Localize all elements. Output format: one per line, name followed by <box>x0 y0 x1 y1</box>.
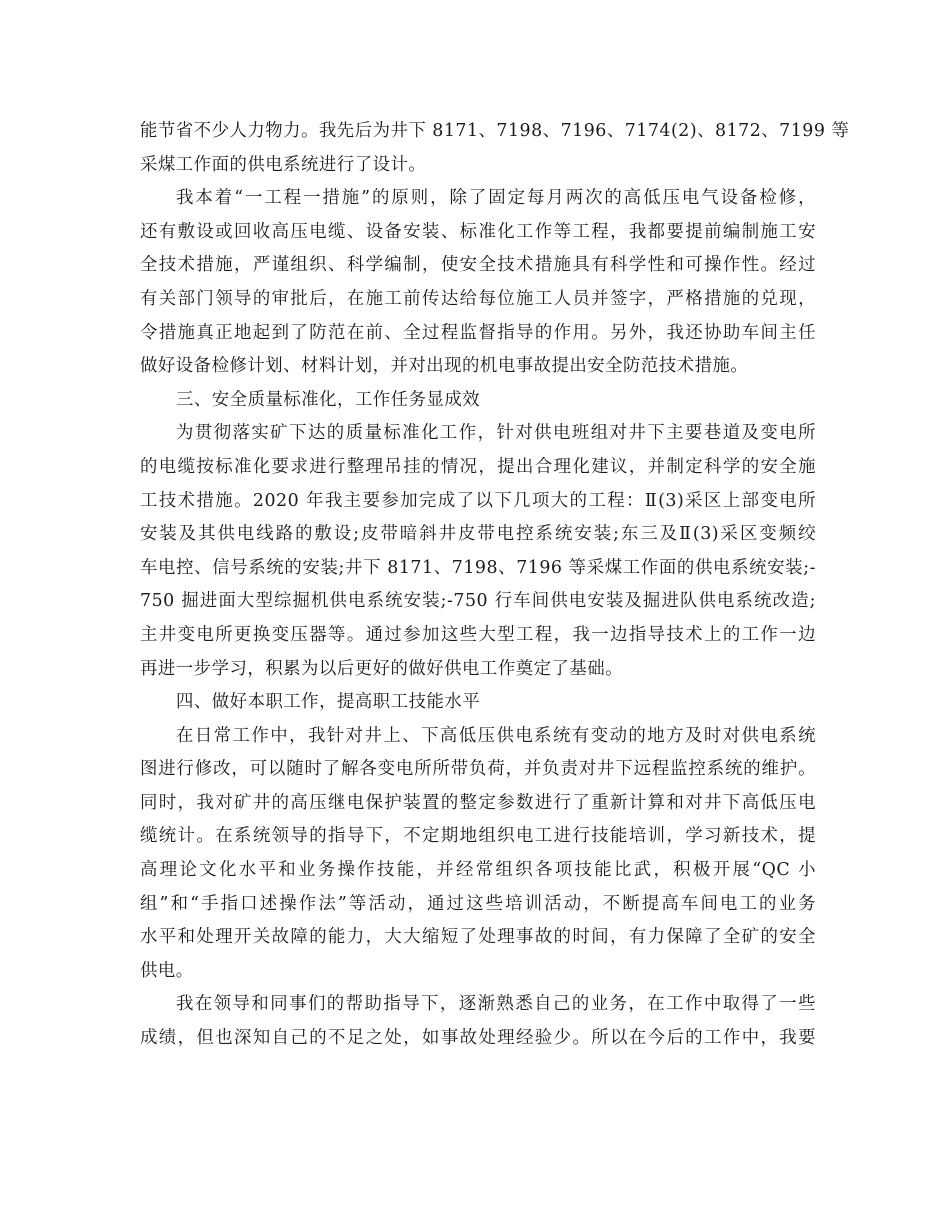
text-line: 的电缆按标准化要求进行整理吊挂的情况，提出合理化建议，并制定科学的安全施 <box>140 456 816 477</box>
text-line: 车电控、信号系统的安装;井下 8171、7198、7196 等采煤工作面的供电系统安装;- <box>140 557 816 578</box>
text-line: 有关部门领导的审批后，在施工前传达给每位施工人员并签字，严格措施的兑现， <box>140 288 816 309</box>
text-line: 全技术措施，严谨组织、科学编制，使安全技术措施具有科学性和可操作性。经过 <box>140 255 816 276</box>
text-line: 还有敷设或回收高压电缆、设备安装、标准化工作等工程，我都要提前编制施工安 <box>140 221 816 242</box>
text-line: 高理论文化水平和业务操作技能，并经常组织各项技能比武，积极开展“QC 小 <box>140 860 816 881</box>
text-line: 成绩，但也深知自己的不足之处，如事故处理经验少。所以在今后的工作中，我要 <box>140 1028 816 1049</box>
document-body <box>140 115 850 1056</box>
text-line: 再进一步学习，积累为以后更好的做好供电工作奠定了基础。 <box>140 658 624 679</box>
paragraph-first-line: 为贯彻落实矿下达的质量标准化工作，针对供电班组对井下主要巷道及变电所 <box>176 423 816 444</box>
text-line: 水平和处理开关故障的能力，大大缩短了处理事故的时间，有力保障了全矿的安全 <box>140 927 816 948</box>
paragraph-first-line: 我本着“一工程一措施”的原则，除了固定每月两次的高低压电气设备检修， <box>176 188 816 209</box>
text-line: 安装及其供电线路的敷设;皮带暗斜井皮带电控系统安装;东三及Ⅱ(3)采区变频绞 <box>140 524 816 545</box>
text-line: 缆统计。在系统领导的指导下，不定期地组织电工进行技能培训，学习新技术，提 <box>140 826 816 847</box>
text-line: 组”和“手指口述操作法”等活动，通过这些培训活动，不断提高车间电工的业务 <box>140 893 816 914</box>
text-line: 采煤工作面的供电系统进行了设计。 <box>140 154 427 175</box>
text-line: 主井变电所更换变压器等。通过参加这些大型工程，我一边指导技术上的工作一边 <box>140 624 816 645</box>
section-heading: 三、安全质量标准化，工作任务显成效 <box>176 389 481 410</box>
text-line: 做好设备检修计划、材料计划，并对出现的机电事故提出安全防范技术措施。 <box>140 356 749 377</box>
text-line: 750 掘进面大型综掘机供电系统安装;-750 行车间供电安装及掘进队供电系统改造; <box>140 591 816 612</box>
text-line: 能节省不少人力物力。我先后为井下 8171、7198、7196、7174(2)、8172、7199 等 <box>140 121 850 141</box>
paragraph-first-line: 在日常工作中，我针对井上、下高低压供电系统有变动的地方及时对供电系统 <box>176 725 816 746</box>
text-line: 同时，我对矿井的高压继电保护装置的整定参数进行了重新计算和对井下高低压电 <box>140 792 816 813</box>
text-line: 工技术措施。2020 年我主要参加完成了以下几项大的工程：Ⅱ(3)采区上部变电所 <box>140 490 816 511</box>
text-line: 供电。 <box>140 960 194 981</box>
paragraph-first-line: 我在领导和同事们的帮助指导下，逐渐熟悉自己的业务，在工作中取得了一些 <box>176 994 816 1015</box>
text-line: 图进行修改，可以随时了解各变电所所带负荷，并负责对井下远程监控系统的维护。 <box>140 759 816 780</box>
section-heading: 四、做好本职工作，提高职工技能水平 <box>176 692 481 713</box>
text-line: 令措施真正地起到了防范在前、全过程监督指导的作用。另外，我还协助车间主任 <box>140 322 816 343</box>
